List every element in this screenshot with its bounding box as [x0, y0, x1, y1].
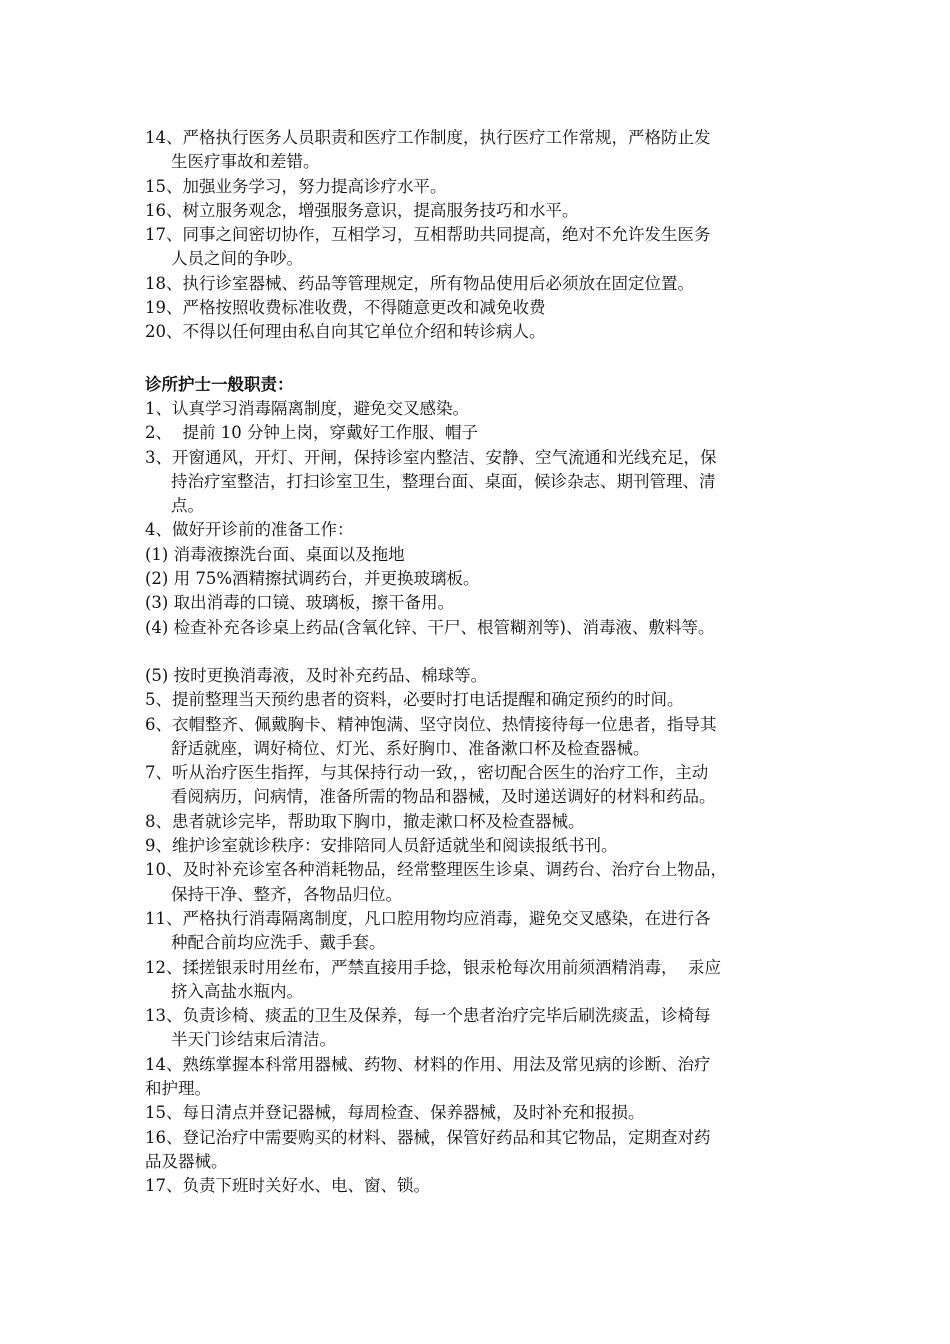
doctor-item-18: 18、执行诊室器械、药品等管理规定，所有物品使用后必须放在固定位置。 [145, 273, 694, 293]
nurse-item-3: 3、开窗通风，开灯、开闸，保持诊室内整洁、安静、空气流通和光线充足，保 [145, 447, 717, 467]
nurse-item-10: 10、及时补充诊室各种消耗物品，经常整理医生诊桌、调药台、治疗台上物品， [145, 860, 727, 880]
nurse-item-12: 12、揉搓银汞时用丝布，严禁直接用手捻，银汞枪每次用前须酒精消毒， 汞应 [145, 957, 721, 977]
nurse-subitem-5: (5) 按时更换消毒液，及时补充药品、棉球等。 [145, 665, 488, 685]
nurse-subitem-3: (3) 取出消毒的口镜、玻璃板，擦干备用。 [145, 593, 455, 613]
nurse-item-3-cont-2: 点。 [171, 496, 204, 516]
nurse-item-1: 1、认真学习消毒隔离制度，避免交叉感染。 [145, 398, 469, 418]
nurse-item-16: 16、登记治疗中需要购买的材料、器械，保管好药品和其它物品，定期查对药 [145, 1127, 711, 1147]
nurse-item-16-cont: 品及器械。 [145, 1151, 228, 1171]
subitem-gap [145, 640, 825, 664]
doctor-item-20: 20、不得以任何理由私自向其它单位介绍和转诊病人。 [145, 322, 546, 342]
nurse-item-12-cont: 挤入高盐水瓶内。 [171, 981, 303, 1001]
nurse-item-11: 11、严格执行消毒隔离制度，凡口腔用物均应消毒，避免交叉感染，在进行各 [145, 908, 711, 928]
nurse-item-15: 15、每日清点并登记器械，每周检查、保养器械，及时补充和报损。 [145, 1103, 645, 1123]
nurse-subitem-1: (1) 消毒液擦洗台面、桌面以及拖地 [145, 544, 405, 564]
nurse-item-6-cont: 舒适就座，调好椅位、灯光、系好胸巾、准备漱口杯及检查器械。 [171, 738, 650, 758]
nurse-item-17: 17、负责下班时关好水、电、窗、锁。 [145, 1176, 430, 1196]
doctor-item-16: 16、树立服务观念，增强服务意识，提高服务技巧和水平。 [145, 200, 579, 220]
document-page [145, 126, 825, 1198]
doctor-item-19: 19、严格按照收费标准收费，不得随意更改和减免收费 [145, 298, 546, 318]
nurse-item-14-cont: 和护理。 [145, 1078, 211, 1098]
nurse-item-10-cont: 保持干净、整齐，各物品归位。 [171, 884, 402, 904]
nurse-item-11-cont: 种配合前均应洗手、戴手套。 [171, 933, 386, 953]
nurse-item-4: 4、做好开诊前的准备工作： [145, 520, 354, 540]
nurse-item-7-cont: 看阅病历，问病情，准备所需的物品和器械，及时递送调好的材料和药品。 [171, 787, 716, 807]
nurse-item-6: 6、衣帽整齐、佩戴胸卡、精神饱满、坚守岗位、热情接待每一位患者，指导其 [145, 714, 717, 734]
nurse-item-13: 13、负责诊椅、痰盂的卫生及保养，每一个患者治疗完毕后刷洗痰盂，诊椅每 [145, 1006, 711, 1026]
nurse-subitem-4: (4) 检查补充各诊桌上药品(含氧化锌、干尸、根管糊剂等)、消毒液、敷料等。 [145, 617, 715, 637]
doctor-item-17: 17、同事之间密切协作，互相学习，互相帮助共同提高，绝对不允许发生医务 [145, 225, 711, 245]
doctor-item-17-cont: 人员之间的争吵。 [171, 249, 303, 269]
nurse-section-heading: 诊所护士一般职责： [145, 374, 294, 394]
section-gap [145, 345, 825, 373]
doctor-item-14: 14、严格执行医务人员职责和医疗工作制度，执行医疗工作常规，严格防止发 [145, 128, 711, 147]
doctor-item-14-cont: 生医疗事故和差错。 [171, 152, 320, 172]
nurse-item-3-cont: 持治疗室整洁，打扫诊室卫生，整理台面、桌面，候诊杂志、期刊管理、清 [171, 471, 716, 491]
nurse-item-14: 14、熟练掌握本科常用器械、药物、材料的作用、用法及常见病的诊断、治疗 [145, 1054, 711, 1074]
nurse-item-2: 2、 提前 10 分钟上岗，穿戴好工作服、帽子 [145, 423, 478, 443]
nurse-item-13-cont: 半天门诊结束后清洁。 [171, 1030, 336, 1050]
nurse-subitem-2: (2) 用 75%酒精擦拭调药台，并更换玻璃板。 [145, 569, 480, 589]
nurse-item-8: 8、患者就诊完毕，帮助取下胸巾，撤走漱口杯及检查器械。 [145, 811, 585, 831]
doctor-item-15: 15、加强业务学习，努力提高诊疗水平。 [145, 176, 447, 196]
nurse-item-9: 9、维护诊室就诊秩序：安排陪同人员舒适就坐和阅读报纸书刊。 [145, 836, 618, 856]
nurse-item-7: 7、听从治疗医生指挥，与其保持行动一致，，密切配合医生的治疗工作，主动 [145, 763, 709, 783]
nurse-item-5: 5、提前整理当天预约患者的资料，必要时打电话提醒和确定预约的时间。 [145, 690, 684, 710]
